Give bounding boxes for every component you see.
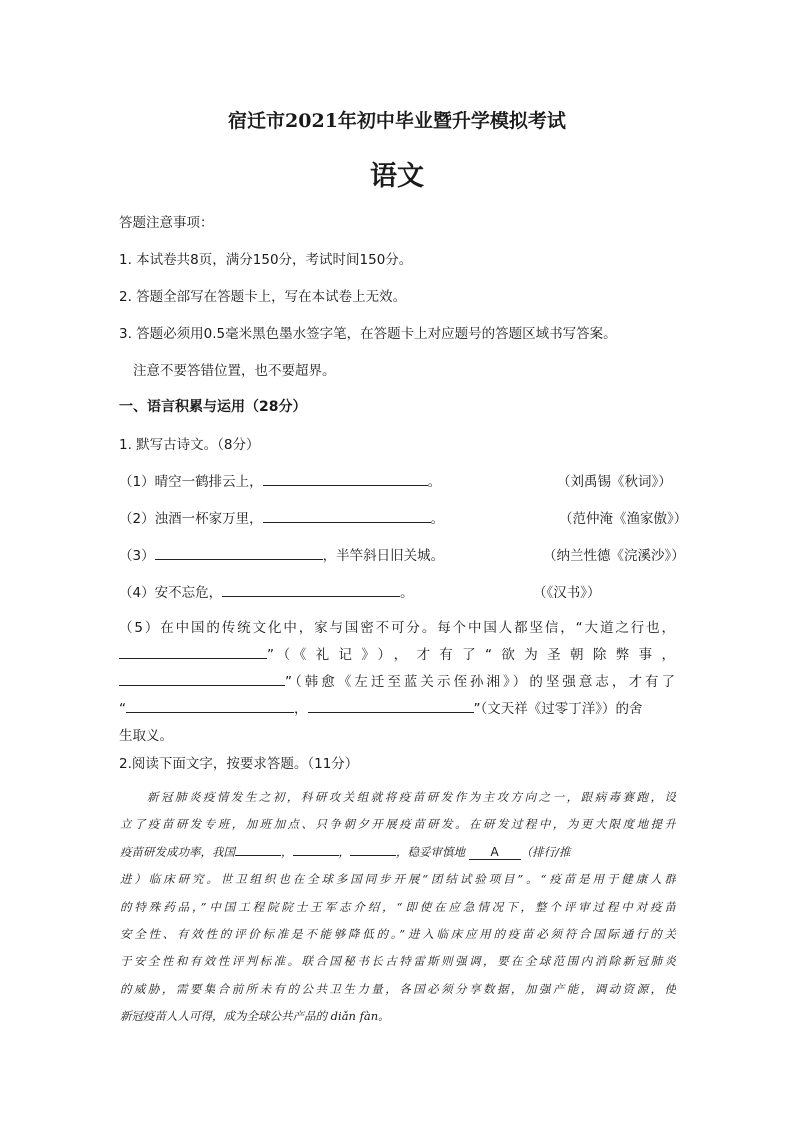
answer-blank[interactable] bbox=[293, 843, 339, 856]
q1-item-5-text: “ bbox=[119, 701, 126, 717]
passage-line: 进）临床研究。世卫组织也在全球多国同步开展“团结试验项目”。“疫苗是用于健康人群 bbox=[120, 872, 676, 887]
q1-item-5-line-4 bbox=[119, 696, 675, 723]
notice-item-2: 2. 答题全部写在答题卡上，写在本试卷上无效。 bbox=[119, 289, 407, 305]
q1-line-4-end: 。 bbox=[400, 585, 414, 601]
answer-blank[interactable] bbox=[155, 545, 323, 560]
q1-line-2-source: （范仲淹《渔家傲》） bbox=[559, 511, 688, 527]
q1-item-5-line-1: （5）在中国的传统文化中，家与国密不可分。每个中国人都坚信，“大道之行也， bbox=[119, 620, 675, 636]
answer-blank[interactable] bbox=[126, 698, 294, 713]
q1-item-5-text: ”（《礼记》），才有了“欲为圣朝除弊事， bbox=[267, 647, 675, 663]
q1-line-2-end: 。 bbox=[430, 511, 445, 527]
passage-text: （排行/推 bbox=[520, 844, 571, 859]
passage-line: 立了疫苗研发专班，加班加点、只争朝夕开展疫苗研发。在研发过程中，为更大限度地提升 bbox=[120, 817, 676, 832]
q1-line-1 bbox=[119, 470, 441, 490]
passage-line: 的特殊药品，”中国工程院院士王军志介绍，“即使在应急情况下，整个评审过程中对疫苗 bbox=[120, 899, 676, 914]
q1-item-5-text: ”（文天祥《过零丁洋》）的舍 bbox=[473, 701, 643, 717]
q1-item-5 bbox=[119, 615, 675, 750]
passage-line bbox=[120, 839, 676, 866]
answer-blank[interactable] bbox=[222, 582, 400, 597]
subject-title: 语文 bbox=[370, 161, 424, 192]
q2-passage bbox=[120, 784, 676, 1031]
q1-line-3-prompt: （3） bbox=[119, 548, 155, 564]
q1-line-4-prompt: （4）安不忘危， bbox=[119, 585, 223, 601]
q1-line-3-end: ，半竿斜日旧关城。 bbox=[322, 548, 445, 564]
q1-item-5-line-3 bbox=[119, 669, 675, 696]
q1-line-1-end: 。 bbox=[427, 474, 442, 490]
q1-line-2-prompt: （2）浊酒一杯家万里， bbox=[119, 511, 263, 527]
q1-line-2 bbox=[119, 507, 444, 527]
q1-stem: 1. 默写古诗文。（8分） bbox=[119, 437, 260, 453]
notice-item-3: 3. 答题必须用0.5毫米黑色墨水签字笔，在答题卡上对应题号的答题区域书写答案。 bbox=[119, 326, 617, 342]
answer-blank[interactable] bbox=[263, 508, 431, 523]
notice-item-1: 1. 本试卷共8页，满分150分，考试时间150分。 bbox=[119, 252, 413, 268]
q1-line-1-source: （刘禹锡《秋词》） bbox=[557, 474, 672, 490]
passage-line: 的威胁，需要集合前所未有的公共卫生力量，各国必须分享数据，加强产能，调动资源，使 bbox=[120, 981, 676, 996]
answer-blank[interactable] bbox=[308, 698, 474, 713]
passage-text: ， bbox=[338, 844, 350, 859]
q1-line-3-source: （纳兰性德《浣溪沙》） bbox=[543, 548, 685, 564]
notice-heading: 答题注意事项： bbox=[119, 215, 214, 231]
passage-text: ，稳妥审慎地 bbox=[396, 844, 465, 859]
passage-text: 疫苗研发成功率，我国 bbox=[120, 844, 235, 859]
answer-blank[interactable] bbox=[350, 843, 396, 856]
passage-line: 于安全性和有效性评判标准。联合国秘书长古特雷斯则强调，要在全球范围内消除新冠肺炎 bbox=[120, 954, 676, 969]
passage-line: 新冠疫苗人人可得，成为全球公共产品的 diǎn fàn。 bbox=[120, 1009, 390, 1024]
q1-line-3 bbox=[119, 544, 444, 564]
section-heading: 一、语言积累与运用（28分） bbox=[119, 399, 307, 415]
q1-line-4-source: （《汉书》） bbox=[533, 585, 601, 601]
q1-line-1-prompt: （1）晴空一鹤排云上， bbox=[119, 474, 263, 490]
answer-blank[interactable] bbox=[263, 471, 428, 486]
notice-item-4: 注意不要答错位置，也不要超界。 bbox=[133, 363, 336, 379]
q2-stem: 2.阅读下面文字，按要求答题。（11分） bbox=[119, 756, 359, 772]
q1-item-5-line-2 bbox=[119, 642, 675, 669]
q1-item-5-text: ， bbox=[294, 701, 308, 717]
q1-item-5-text: ”（韩愈《左迁至蓝关示侄孙湘》）的坚强意志，才有了 bbox=[285, 674, 675, 690]
exam-title: 宿迁市2021年初中毕业暨升学模拟考试 bbox=[228, 110, 566, 132]
answer-blank[interactable] bbox=[119, 644, 267, 659]
passage-line: 安全性、有效性的评价标准是不能够降低的。”进入临床应用的疫苗必须符合国际通行的关 bbox=[120, 927, 676, 942]
blank-a[interactable]: A bbox=[469, 845, 521, 860]
q1-item-5-line-5: 生取义。 bbox=[119, 728, 173, 744]
passage-text: ， bbox=[281, 844, 293, 859]
answer-blank[interactable] bbox=[235, 843, 281, 856]
answer-blank[interactable] bbox=[119, 671, 285, 686]
passage-line: 新冠肺炎疫情发生之初，科研攻关组就将疫苗研发作为主攻方向之一，跟病毒赛跑，设 bbox=[147, 790, 676, 804]
q1-line-4 bbox=[119, 581, 414, 601]
